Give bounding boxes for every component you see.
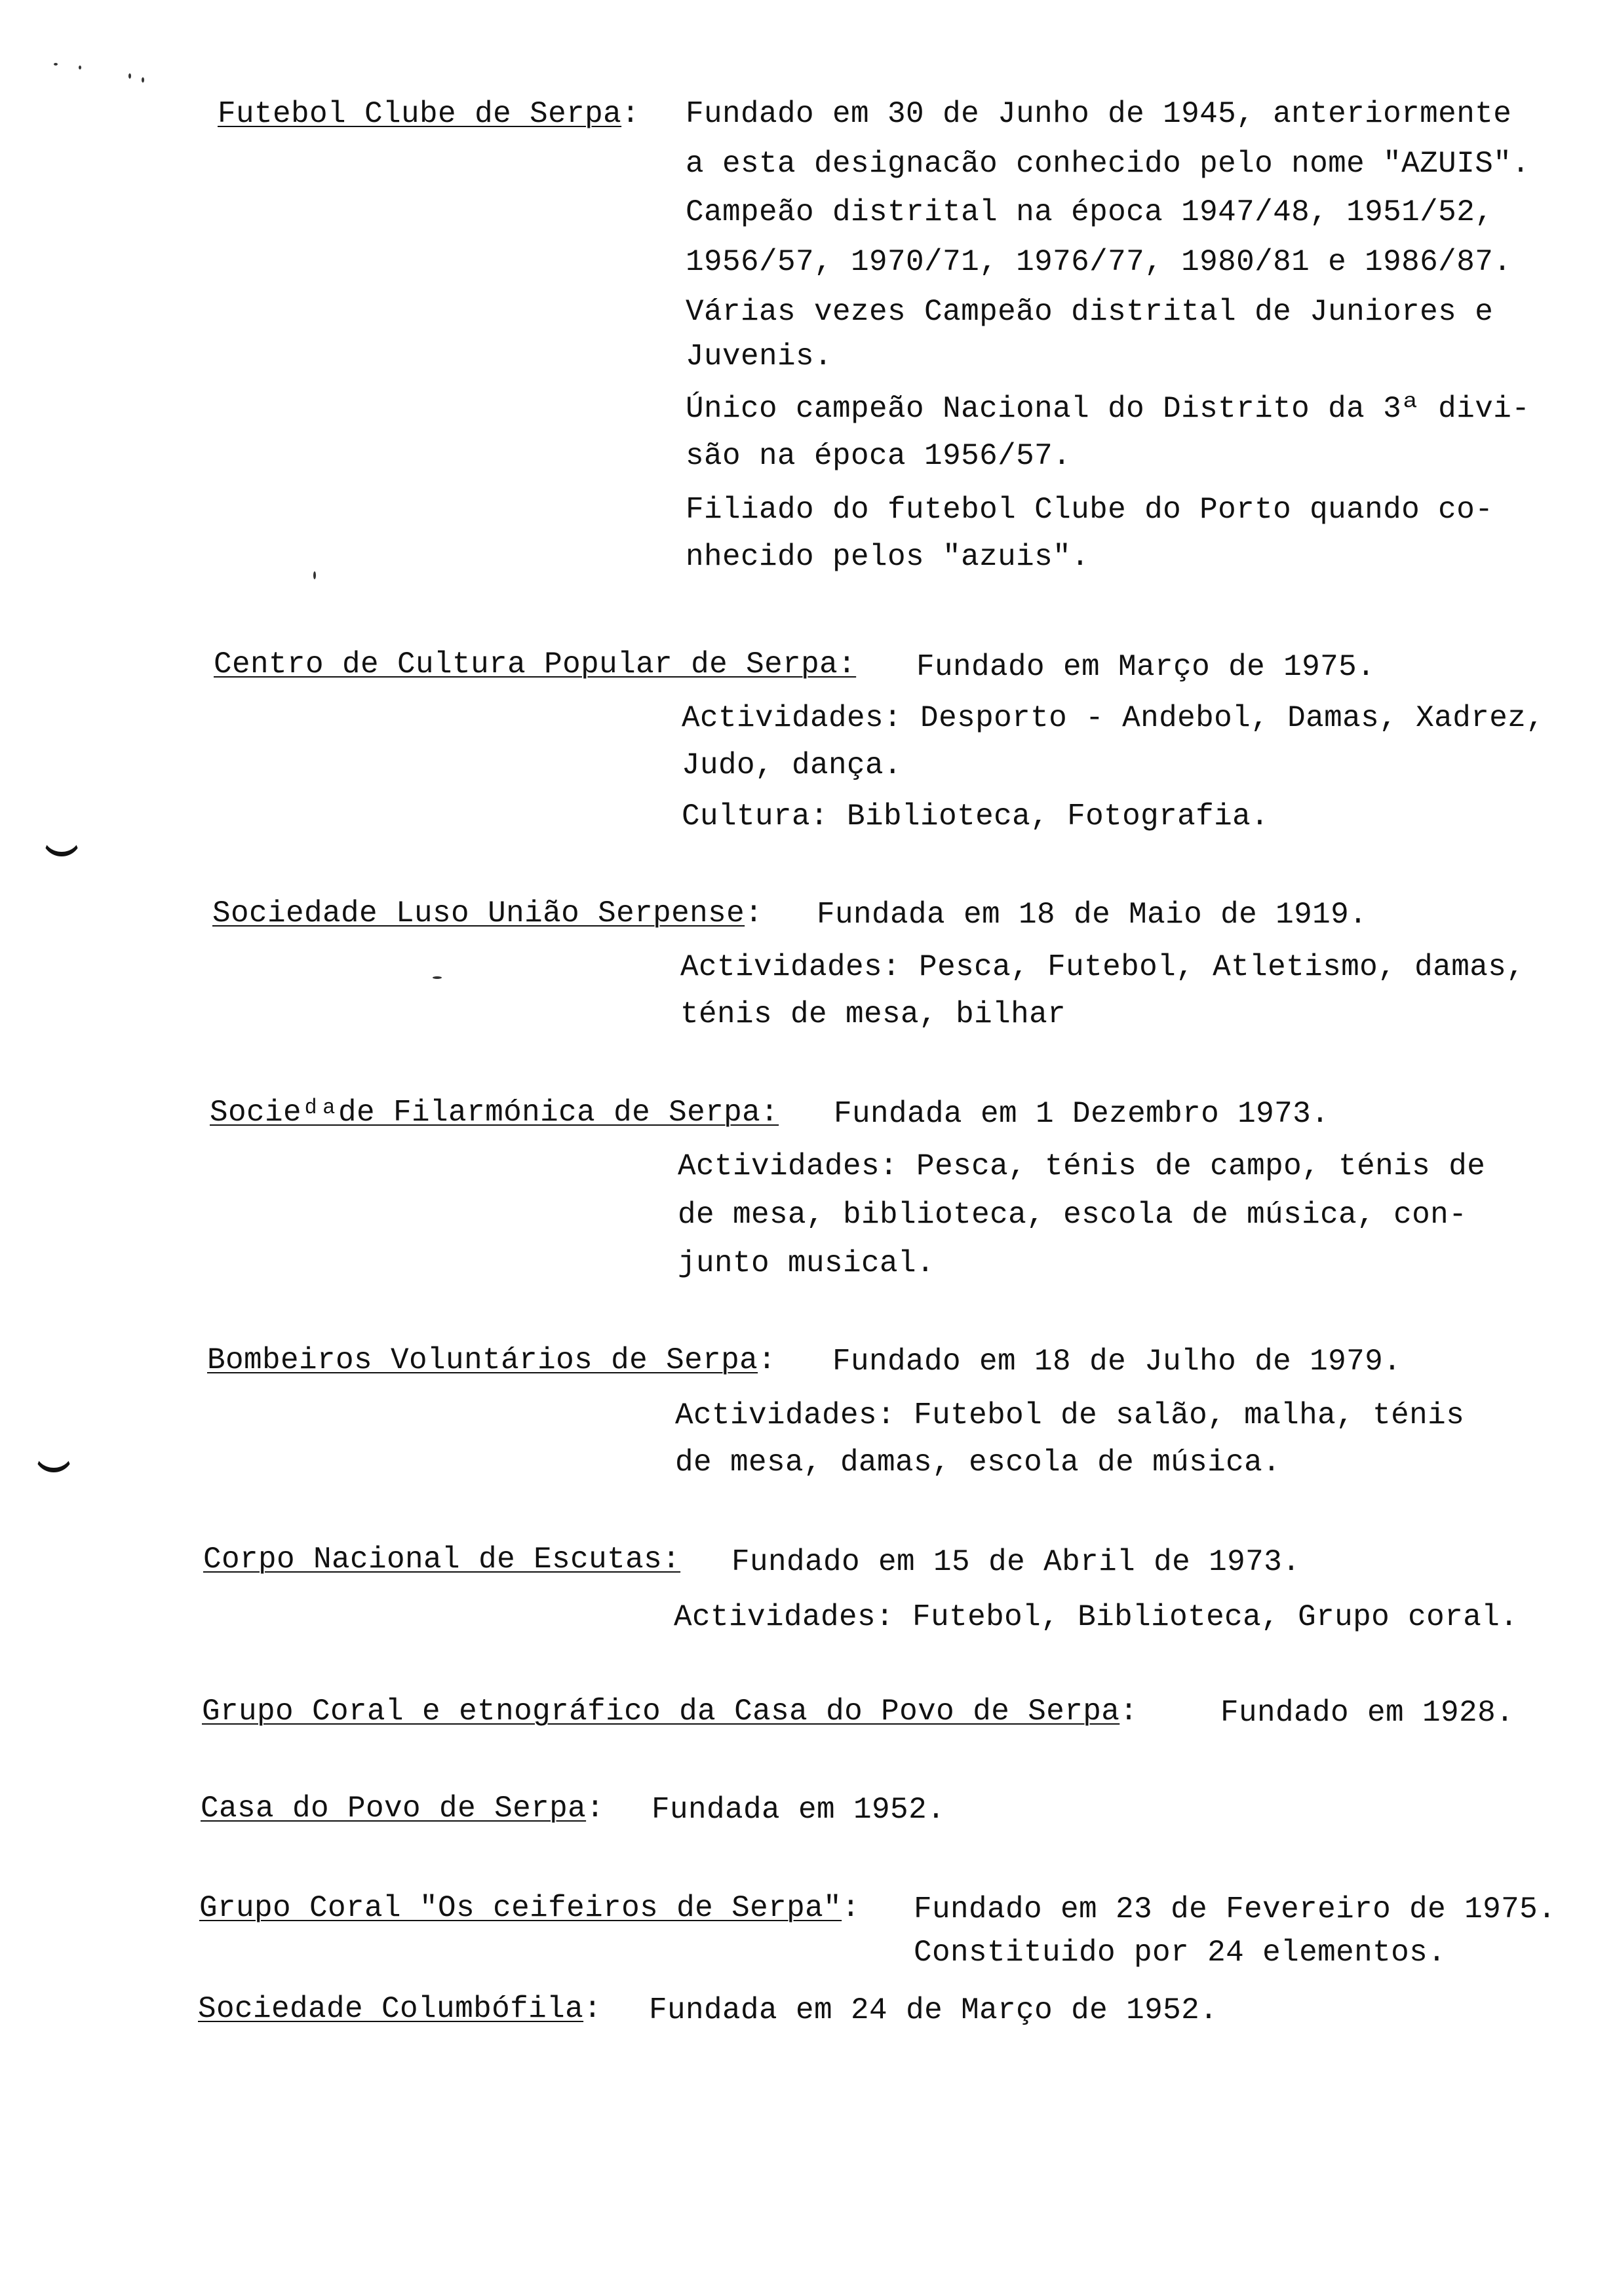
entry-separator: : [758,1343,777,1377]
entry-heading [207,1342,776,1379]
entry-heading [198,1991,602,2027]
scan-speck [313,571,316,579]
entry-label: Sociedade Luso União Serpense [212,896,745,930]
entry-line: a esta designacão conhecido pelo nome "AZUIS". [686,147,1530,181]
entry-label: Bombeiros Voluntários de Serpa [207,1343,758,1377]
entry-heading [199,1890,860,1926]
entry-line: Fundado em 1928. [1220,1696,1515,1730]
entry-label: Grupo Coral "Os ceifeiros de Serpa" [199,1891,842,1925]
entry-separator: : [586,1791,605,1826]
entry-line: de mesa, biblioteca, escola de música, con- [678,1198,1468,1232]
entry-line: Fundada em 18 de Maio de 1919. [817,898,1368,932]
entry-line: Várias vezes Campeão distrital de Juniores e [686,295,1494,329]
punch-hole-mark [42,831,81,856]
entry-separator: : [745,896,764,930]
entry-separator: : [842,1891,861,1925]
entry-heading [201,1790,604,1827]
punch-hole-mark [34,1447,73,1472]
entry-line: de mesa, damas, escola de música. [675,1445,1281,1480]
entry-line: Fundado em Março de 1975. [916,650,1376,684]
entry-separator: : [621,97,640,131]
entry-line: são na época 1956/57. [686,439,1072,473]
entry-heading [212,895,763,932]
entry-label: Corpo Nacional de Escutas: [203,1542,681,1577]
entry-line: Judo, dança. [682,748,903,782]
entry-line: Cultura: Biblioteca, Fotografia. [682,799,1270,833]
entry-separator: : [583,1992,602,2026]
entry-label: Casa do Povo de Serpa [201,1791,587,1826]
entry-line: Constituido por 24 elementos. [914,1936,1447,1970]
entry-line: Fundado em 23 de Fevereiro de 1975. [914,1892,1557,1926]
entry-heading [214,646,856,683]
entry-heading [203,1541,680,1578]
scan-speck [142,77,144,83]
entry-line: ténis de mesa, bilhar [680,997,1066,1031]
entry-line: Actividades: Futebol de salão, malha, ténis [675,1398,1465,1432]
scan-speck [54,63,58,66]
entry-line: 1956/57, 1970/71, 1976/77, 1980/81 e 1986/87. [686,245,1512,279]
entry-line: Fundado em 15 de Abril de 1973. [731,1545,1301,1579]
entry-label: Futebol Clube de Serpa [218,97,622,131]
entry-label: Centro de Cultura Popular de Serpa: [214,647,857,681]
entry-label: Grupo Coral e etnográfico da Casa do Povo de Serpa [202,1694,1120,1729]
entry-line: Fundada em 24 de Março de 1952. [649,1993,1218,2027]
entry-heading [218,96,640,132]
entry-line: Filiado do futebol Clube do Porto quando co- [686,493,1494,527]
entry-line: Campeão distrital na época 1947/48, 1951/52, [686,195,1494,229]
entry-line: Fundada em 1952. [652,1793,946,1827]
entry-label: Sociedade Columbófila [198,1992,584,2026]
scan-speck [433,976,442,979]
entry-line: Actividades: Pesca, ténis de campo, ténis de [678,1149,1486,1183]
entry-separator: : [1119,1694,1138,1729]
entry-line: Fundado em 18 de Julho de 1979. [832,1345,1402,1379]
entry-line: Actividades: Pesca, Futebol, Atletismo, damas, [680,950,1525,984]
entry-line: nhecido pelos "azuis". [686,540,1090,574]
entry-line: junto musical. [678,1246,935,1280]
entry-line: Juvenis. [686,339,833,373]
entry-heading [210,1094,779,1131]
entry-label: Socieᵈᵃde Filarmónica de Serpa: [210,1096,779,1130]
scan-speck [128,73,131,79]
scan-speck [79,66,81,69]
entry-line: Actividades: Futebol, Biblioteca, Grupo coral. [674,1600,1519,1634]
entry-line: Actividades: Desporto - Andebol, Damas, Xadrez, [682,701,1545,735]
entry-heading [202,1693,1138,1730]
entry-line: Único campeão Nacional do Distrito da 3ª divi- [686,392,1530,426]
entry-line: Fundado em 30 de Junho de 1945, anteriormente [686,97,1512,131]
entry-line: Fundada em 1 Dezembro 1973. [834,1097,1330,1131]
